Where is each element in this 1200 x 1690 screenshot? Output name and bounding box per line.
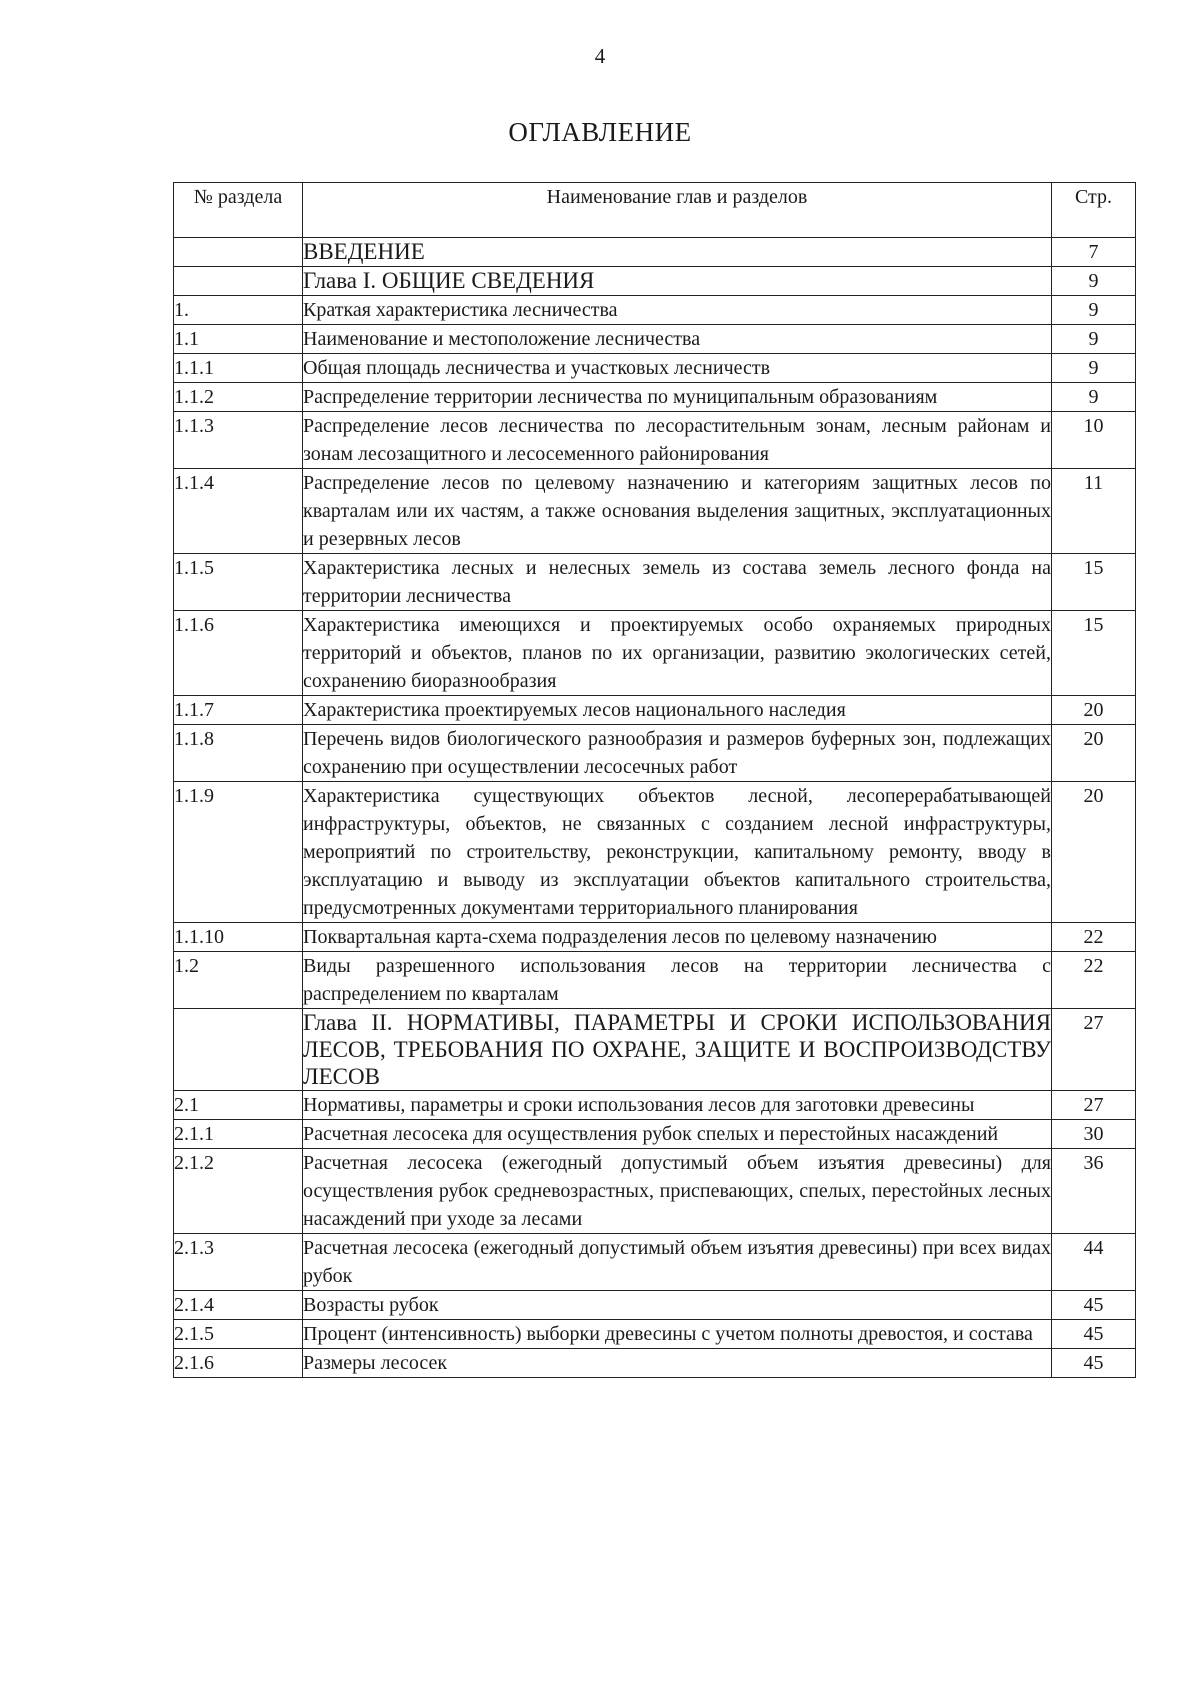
toc-row (174, 1091, 1136, 1120)
header-section-number: № раздела (174, 183, 303, 238)
section-page: 45 (1052, 1291, 1136, 1320)
section-page: 22 (1052, 952, 1136, 1009)
section-name: Распределение территории лесничества по муниципальным образованиям (303, 383, 1052, 412)
section-name: Краткая характеристика лесничества (303, 296, 1052, 325)
section-page: 9 (1052, 354, 1136, 383)
header-page: Стр. (1052, 183, 1136, 238)
section-name: Процент (интенсивность) выборки древесины с учетом полноты древостоя, и состава (303, 1320, 1052, 1349)
section-number: 1.1.3 (174, 412, 303, 469)
section-number: 1.1.6 (174, 611, 303, 696)
toc-body (174, 238, 1136, 1378)
toc-row (174, 1320, 1136, 1349)
section-number: 1.1 (174, 325, 303, 354)
toc-row (174, 296, 1136, 325)
toc-row (174, 554, 1136, 611)
section-name: Расчетная лесосека для осуществления рубок спелых и перестойных насаждений (303, 1120, 1052, 1149)
section-name: Возрасты рубок (303, 1291, 1052, 1320)
section-name: Глава II. НОРМАТИВЫ, ПАРАМЕТРЫ И СРОКИ ИСПОЛЬЗОВАНИЯ ЛЕСОВ, ТРЕБОВАНИЯ ПО ОХРАНЕ, ЗАЩИТЕ И ВОСПРОИЗВОДСТВУ ЛЕСОВ (303, 1010, 1051, 1089)
section-name: Виды разрешенного использования лесов на территории лесничества с распределением по кварталам (303, 952, 1052, 1009)
section-page: 30 (1052, 1120, 1136, 1149)
section-name: Характеристика лесных и нелесных земель из состава земель лесного фонда на территории лесничества (303, 554, 1052, 611)
section-page: 9 (1052, 296, 1136, 325)
section-number: 2.1.2 (174, 1149, 303, 1234)
section-name: Характеристика проектируемых лесов национального наследия (303, 696, 1052, 725)
section-number (174, 238, 303, 267)
section-page: 10 (1052, 412, 1136, 469)
section-name: Глава I. ОБЩИЕ СВЕДЕНИЯ (303, 267, 1052, 296)
section-name: Распределение лесов по целевому назначению и категориям защитных лесов по кварталам или их частям, а также основания выделения защитных, эксплуатационных и резервных лесов (303, 469, 1052, 554)
toc-row (174, 238, 1136, 267)
toc-row (174, 1120, 1136, 1149)
section-page: 27 (1052, 1009, 1136, 1091)
section-name: Наименование и местоположение лесничества (303, 325, 1052, 354)
section-name: Перечень видов биологического разнообразия и размеров буферных зон, подлежащих сохранению при осуществлении лесосечных работ (303, 725, 1052, 782)
page-title: ОГЛАВЛЕНИЕ (508, 117, 692, 147)
toc-row (174, 1149, 1136, 1234)
section-page: 20 (1052, 725, 1136, 782)
toc-row (174, 267, 1136, 296)
section-number (174, 267, 303, 296)
toc-row (174, 325, 1136, 354)
section-number: 1.2 (174, 952, 303, 1009)
section-page: 11 (1052, 469, 1136, 554)
section-number: 1.1.4 (174, 469, 303, 554)
section-name: Расчетная лесосека (ежегодный допустимый объем изъятия древесины) при всех видах рубок (303, 1234, 1052, 1291)
section-number: 2.1.6 (174, 1349, 303, 1378)
section-page: 7 (1052, 238, 1136, 267)
section-number: 1.1.10 (174, 923, 303, 952)
section-name: Характеристика существующих объектов лесной, лесоперерабатывающей инфраструктуры, объектов, не связанных с созданием лесной инфраструктуры, мероприятий по строительству, реконструкции, капитальному ремонту, вводу в эксплуатацию и выводу из эксплуатации объектов капитального строительства, предусмотренных документами территориального планирования (303, 782, 1052, 923)
section-number: 2.1.5 (174, 1320, 303, 1349)
section-name: Поквартальная карта-схема подразделения лесов по целевому назначению (303, 923, 1052, 952)
header-section-name: Наименование глав и разделов (303, 183, 1052, 238)
toc-header-row (174, 183, 1136, 238)
page-number: 4 (594, 44, 606, 68)
toc-row (174, 611, 1136, 696)
toc-row (174, 696, 1136, 725)
toc-table (173, 182, 1136, 1378)
section-page: 22 (1052, 923, 1136, 952)
toc-row (174, 1234, 1136, 1291)
section-number: 1.1.2 (174, 383, 303, 412)
section-number: 1.1.7 (174, 696, 303, 725)
toc-row (174, 782, 1136, 923)
section-page: 9 (1052, 383, 1136, 412)
section-page: 20 (1052, 696, 1136, 725)
toc-row (174, 469, 1136, 554)
section-number: 1.1.5 (174, 554, 303, 611)
section-number: 1.1.8 (174, 725, 303, 782)
section-number: 2.1.1 (174, 1120, 303, 1149)
toc-row (174, 1291, 1136, 1320)
toc-row (174, 354, 1136, 383)
section-number (174, 1009, 303, 1091)
section-number: 2.1 (174, 1091, 303, 1120)
section-page: 45 (1052, 1349, 1136, 1378)
section-page: 20 (1052, 782, 1136, 923)
section-name: Размеры лесосек (303, 1349, 1052, 1378)
toc-row (174, 952, 1136, 1009)
toc-row (174, 725, 1136, 782)
section-name: ВВЕДЕНИЕ (303, 238, 1052, 267)
section-number: 2.1.4 (174, 1291, 303, 1320)
section-number: 1. (174, 296, 303, 325)
section-page: 44 (1052, 1234, 1136, 1291)
toc-row (174, 1009, 1136, 1091)
section-page: 36 (1052, 1149, 1136, 1234)
section-page: 9 (1052, 267, 1136, 296)
toc-row (174, 923, 1136, 952)
section-number: 1.1.9 (174, 782, 303, 923)
section-number: 2.1.3 (174, 1234, 303, 1291)
section-name: Общая площадь лесничества и участковых лесничеств (303, 354, 1052, 383)
section-page: 15 (1052, 611, 1136, 696)
toc-row (174, 1349, 1136, 1378)
toc-row (174, 412, 1136, 469)
section-name: Расчетная лесосека (ежегодный допустимый объем изъятия древесины) для осуществления рубок средневозрастных, приспевающих, спелых, перестойных лесных насаждений при уходе за лесами (303, 1149, 1052, 1234)
section-name: Характеристика имеющихся и проектируемых особо охраняемых природных территорий и объектов, планов по их организации, развитию экологических сетей, сохранению биоразнообразия (303, 611, 1052, 696)
section-page: 9 (1052, 325, 1136, 354)
section-name: Нормативы, параметры и сроки использования лесов для заготовки древесины (303, 1091, 1052, 1120)
section-number: 1.1.1 (174, 354, 303, 383)
section-page: 15 (1052, 554, 1136, 611)
section-name: Распределение лесов лесничества по лесорастительным зонам, лесным районам и зонам лесозащитного и лесосеменного районирования (303, 412, 1052, 469)
section-page: 27 (1052, 1091, 1136, 1120)
toc-row (174, 383, 1136, 412)
section-page: 45 (1052, 1320, 1136, 1349)
